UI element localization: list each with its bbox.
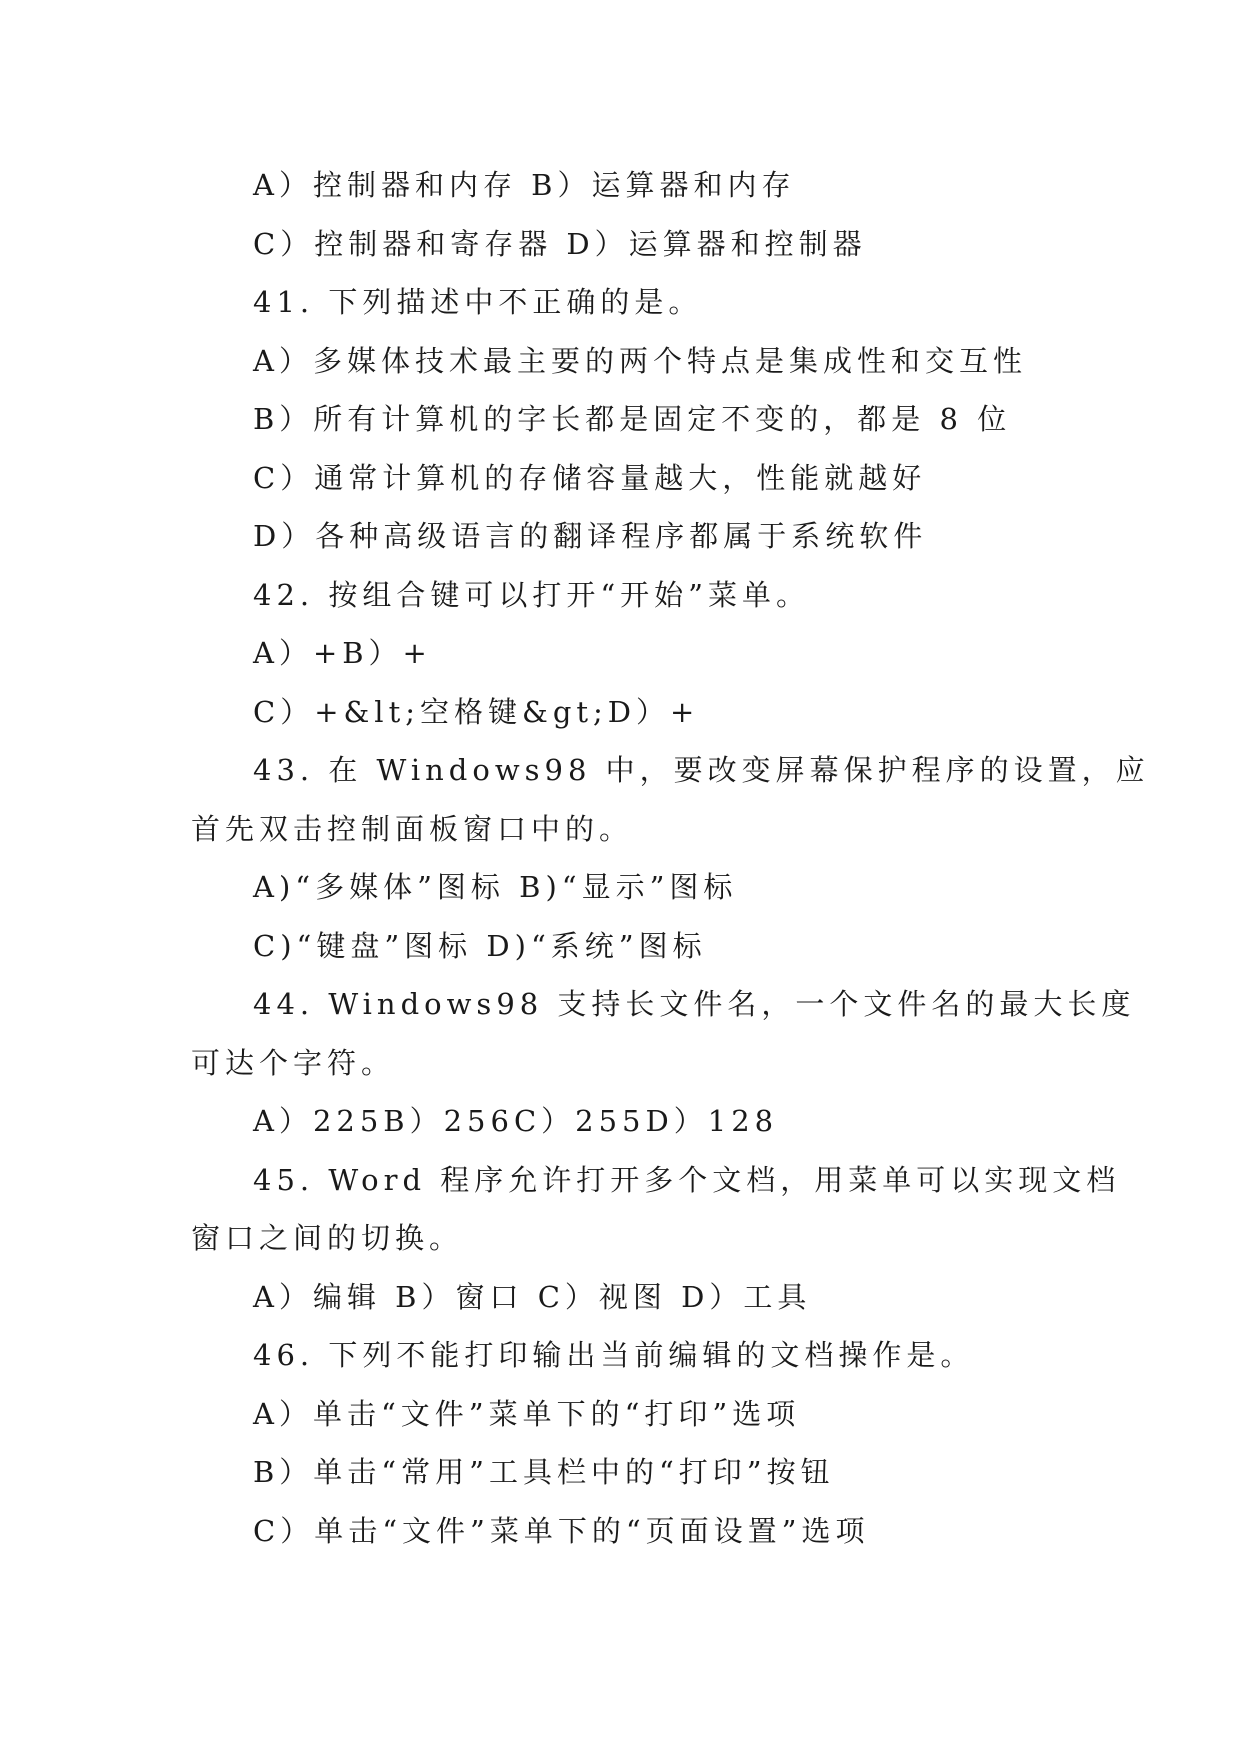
question-45: 45. Word 程序允许打开多个文档，用菜单可以实现文档 xyxy=(253,1163,1121,1197)
option-line: A）225B）256C）255D）128 xyxy=(253,1104,779,1138)
option-line: A）+B）+ xyxy=(253,636,432,670)
option-line: A）单击“文件”菜单下的“打印”选项 xyxy=(253,1397,801,1431)
question-46: 46. 下列不能打印输出当前编辑的文档操作是。 xyxy=(253,1338,975,1372)
option-line: A）多媒体技术最主要的两个特点是集成性和交互性 xyxy=(253,344,1027,378)
question-43-continued: 首先双击控制面板窗口中的。 xyxy=(191,812,634,846)
option-line: A）编辑 B）窗口 C）视图 D）工具 xyxy=(253,1280,812,1314)
question-44: 44. Windows98 支持长文件名，一个文件名的最大长度 xyxy=(253,987,1136,1021)
option-line: A)“多媒体”图标 B)“显示”图标 xyxy=(253,870,738,904)
option-line: A）控制器和内存 B）运算器和内存 xyxy=(253,168,796,202)
option-line: C）单击“文件”菜单下的“页面设置”选项 xyxy=(253,1514,870,1548)
question-44-continued: 可达个字符。 xyxy=(191,1046,396,1080)
option-line: C)“键盘”图标 D)“系统”图标 xyxy=(253,929,707,963)
option-line: D）各种高级语言的翻译程序都属于系统软件 xyxy=(253,519,928,553)
option-line: C）控制器和寄存器 D）运算器和控制器 xyxy=(253,227,867,261)
option-line: C）通常计算机的存储容量越大，性能就越好 xyxy=(253,461,927,495)
option-line: B）所有计算机的字长都是固定不变的，都是 8 位 xyxy=(253,402,1012,436)
question-43: 43. 在 Windows98 中，要改变屏幕保护程序的设置，应 xyxy=(253,753,1150,787)
question-42: 42. 按组合键可以打开“开始”菜单。 xyxy=(253,578,810,612)
option-line: B）单击“常用”工具栏中的“打印”按钮 xyxy=(253,1455,835,1489)
question-45-continued: 窗口之间的切换。 xyxy=(191,1221,464,1255)
option-line: C）+&lt;空格键&gt;D）+ xyxy=(253,695,700,729)
question-41: 41. 下列描述中不正确的是。 xyxy=(253,285,703,319)
